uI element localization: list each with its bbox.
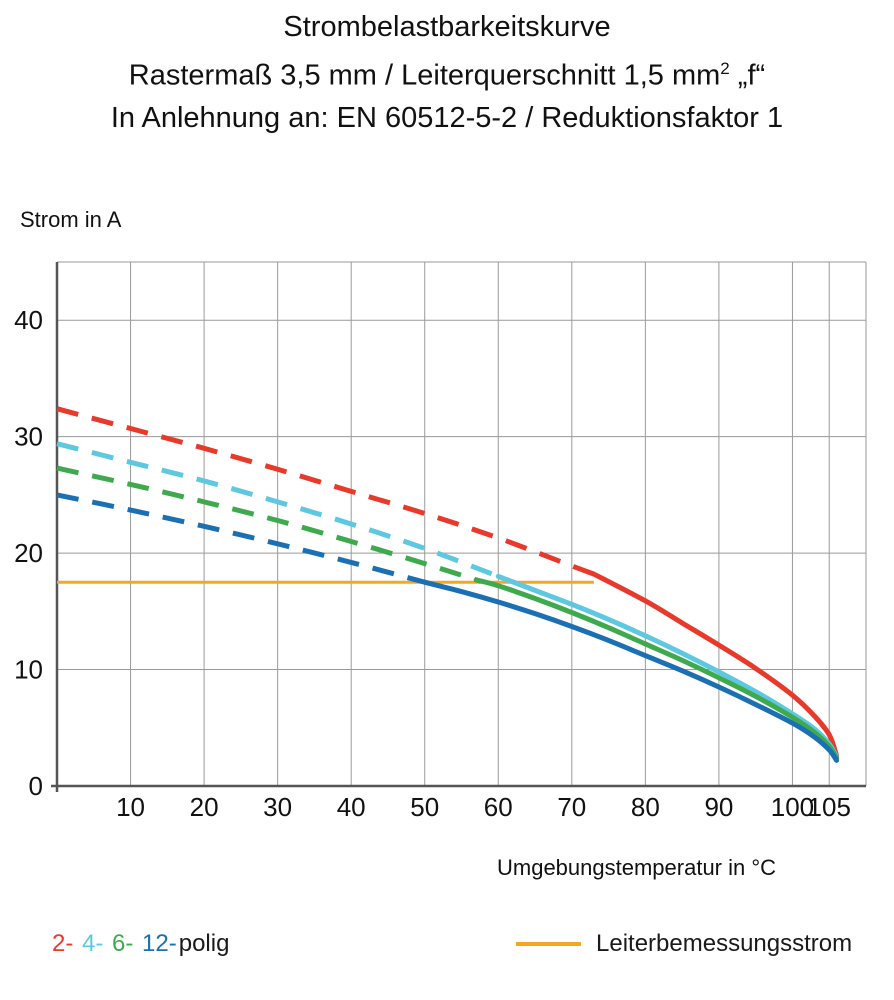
legend-rated-current — [516, 930, 852, 958]
legend-item-2-polig: 2- — [52, 930, 74, 957]
y-tick-label: 10 — [14, 654, 43, 685]
series-line-dashed — [57, 468, 480, 581]
x-tick-label: 10 — [116, 792, 146, 822]
x-tick-label: 70 — [557, 792, 587, 822]
series-line-solid — [425, 582, 837, 760]
series-line-dashed — [57, 444, 504, 579]
y-tick-label: 40 — [14, 305, 43, 336]
legend-item-12-polig: 12- — [142, 930, 177, 957]
x-tick-label: 80 — [630, 792, 660, 822]
x-tick-label: 105 — [807, 792, 851, 822]
chart-legend — [0, 930, 894, 990]
title-line-3: In Anlehnung an: EN 60512-5-2 / Reduktionsfaktor 1 — [110, 101, 784, 134]
x-tick-label: 100 — [770, 792, 815, 822]
legend-series-suffix: polig — [178, 930, 230, 957]
legend-rated-current-label: Leiterbemessungsstrom — [596, 930, 853, 957]
y-tick-label: 20 — [14, 538, 43, 569]
x-tick-label: 30 — [263, 792, 293, 822]
series-line-dashed — [57, 495, 430, 584]
x-tick-label: 40 — [336, 792, 366, 822]
title-unit-superscript: 2 — [720, 59, 730, 78]
x-tick-label: 60 — [483, 792, 513, 822]
series-line-dashed — [57, 409, 596, 575]
y-tick-label: 30 — [14, 421, 43, 452]
legend-item-6-polig: 6- — [112, 930, 134, 957]
x-tick-label: 50 — [410, 792, 440, 822]
title-line-2-main: Rastermaß 3,5 mm / Leiterquerschnitt 1,5 mm — [128, 59, 721, 92]
legend-series-group — [52, 930, 231, 958]
y-tick-label: 0 — [28, 771, 43, 801]
x-tick-label: 90 — [704, 792, 734, 822]
title-line-2-suffix: „f“ — [729, 59, 766, 92]
x-axis-label: Umgebungstemperatur in °C — [497, 855, 777, 880]
title-line-1: Strombelastbarkeitskurve — [283, 11, 611, 43]
x-tick-label: 20 — [189, 792, 219, 822]
y-axis-label: Strom in A — [20, 207, 122, 232]
legend-item-4-polig: 4- — [82, 930, 104, 957]
